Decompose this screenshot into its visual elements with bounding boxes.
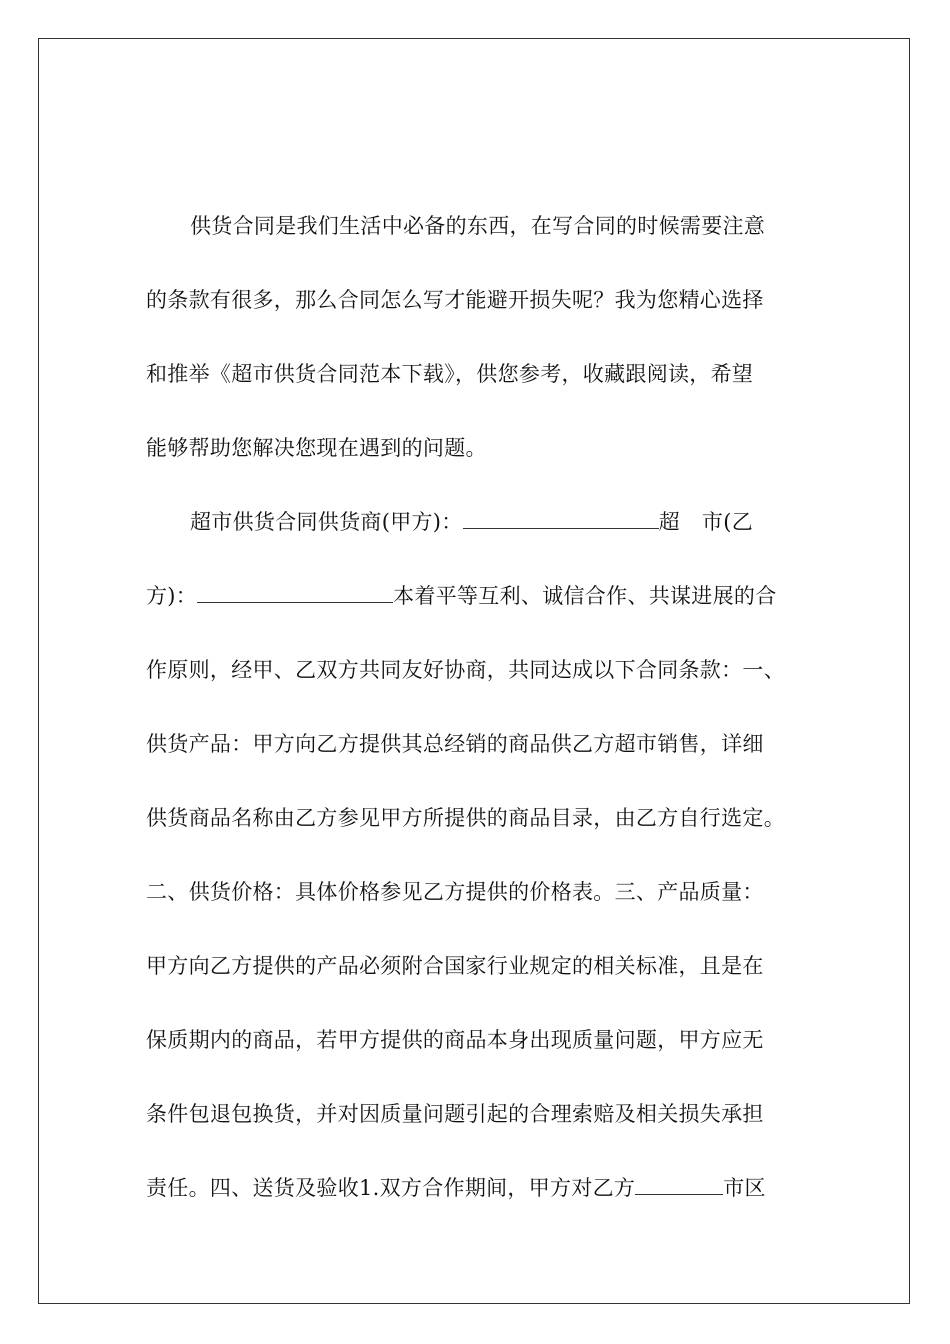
contract-line-6: 二、供货价格：具体价格参见乙方提供的价格表。三、产品质量： [146,880,764,904]
contract-line-9: 条件包退包换货，并对因质量问题引起的合理索赔及相关损失承担 [146,1102,764,1126]
paragraph-intro-line-2: 的条款有很多，那么合同怎么写才能避开损失呢？我为您精心选择 [146,288,764,312]
paragraph-intro-line-3: 和推举《超市供货合同范本下载》，供您参考，收藏跟阅读，希望 [146,362,754,386]
supermarket-name-blank [197,582,393,603]
contract-line-1 [146,502,806,576]
paragraph-intro-line-1: 供货合同是我们生活中必备的东西，在写合同的时候需要注意 [190,214,766,238]
supermarket-label-a: 超 [658,510,680,534]
city-blank [635,1174,723,1195]
contract-line-8: 保质期内的商品，若甲方提供的商品本身出现质量问题，甲方应无 [146,1028,764,1052]
contract-line-5: 供货商品名称由乙方参见甲方所提供的商品目录，由乙方自行选定。 [146,806,785,830]
contract-line-3: 作原则，经甲、乙双方共同友好协商，共同达成以下合同条款：一、 [146,658,785,682]
supermarket-label-b: 市(乙 [701,510,753,534]
party-b-label: 方)： [146,584,198,608]
contract-line-4: 供货产品：甲方向乙方提供其总经销的商品供乙方超市销售，详细 [146,732,764,756]
paragraph-intro-line-4: 能够帮助您解决您现在遇到的问题。 [146,436,487,460]
supplier-name-blank [463,508,659,529]
document-body [146,206,806,1242]
supplier-label: 超市供货合同供货商(甲方)： [190,510,463,534]
city-area-label: 市区 [723,1176,766,1200]
contract-line-2 [146,576,806,650]
contract-line-7: 甲方向乙方提供的产品必须附合国家行业规定的相关标准，且是在 [146,954,764,978]
principle-text: 本着平等互利、诚信合作、共谋进展的合 [393,584,777,608]
contract-line-10 [146,1168,806,1242]
delivery-text: 责任。四、送货及验收1.双方合作期间，甲方对乙方 [146,1176,636,1200]
